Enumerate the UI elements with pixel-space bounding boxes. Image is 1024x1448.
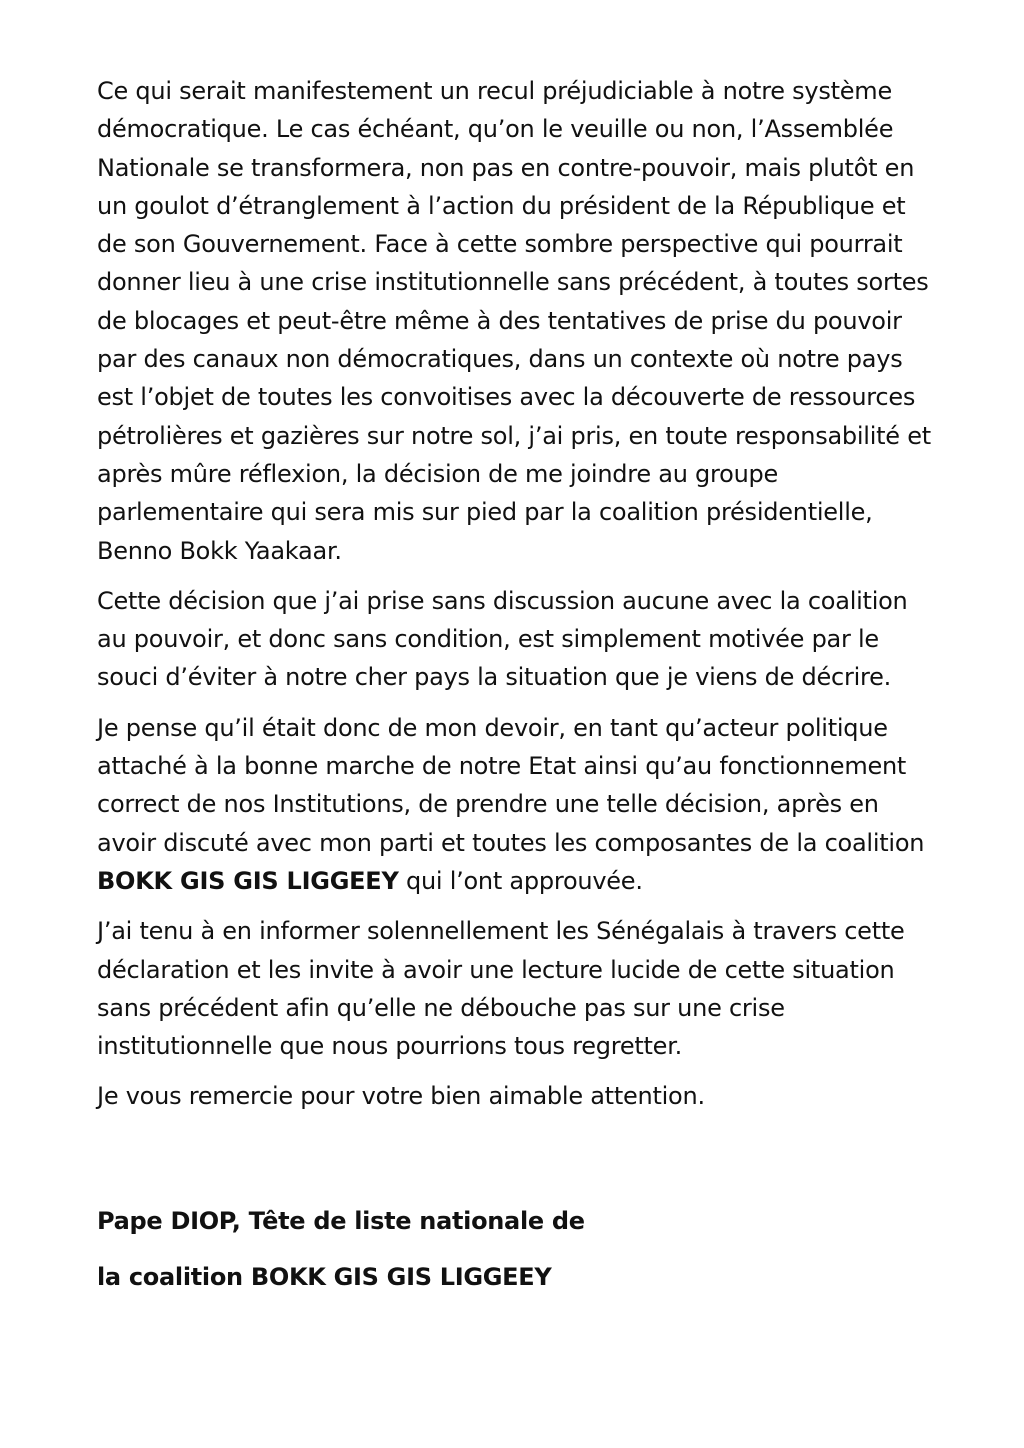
paragraph-3-text-after: qui l’ont approuvée. [398,866,643,895]
paragraph-3 [97,709,937,900]
letter-body [97,72,937,1128]
signature-line-2: la coalition BOKK GIS GIS LIGGEEY [97,1263,552,1291]
paragraph-5: Je vous remercie pour votre bien aimable attention. [97,1082,705,1111]
signature-line-1: Pape DIOP, Tête de liste nationale de [97,1207,585,1235]
paragraph-3-text-before: Je pense qu’il était donc de mon devoir, en tant qu’acteur politique attaché à la bonne marche de notre Etat ainsi qu’au fonctionnement correct de nos Institutions, de prendre une telle décision, après en avoir discuté avec mon parti et toutes les composantes de la coalition [97,713,925,857]
paragraph-1: Ce qui serait manifestement un recul préjudiciable à notre système démocratique. Le cas échéant, qu’on le veuille ou non, l’Assemblée Nationale se transformera, non pas en contre-pouvoir, mais plutôt en un goulot d’étranglement à l’action du président de la République et de son Gouvernement. Face à cette sombre perspective qui pourrait donner lieu à une crise institutionnelle sans précédent, à toutes sortes de blocages et peut-être même à des tentatives de prise du pouvoir par des canaux non démocratiques, dans un contexte où notre pays est l’objet de toutes les convoitises avec la découverte de ressources pétrolières et gazières sur notre sol, j’ai pris, en toute responsabilité et après mûre réflexion, la décision de me joindre au groupe parlementaire qui sera mis sur pied par la coalition présidentielle, Benno Bokk Yaakaar. [97,77,931,565]
coalition-name-bold: BOKK GIS GIS LIGGEEY [97,866,399,895]
paragraph-2: Cette décision que j’ai prise sans discussion aucune avec la coalition au pouvoir, et donc sans condition, est simplement motivée par le souci d’éviter à notre cher pays la situation que je viens de décrire. [97,586,908,692]
paragraph-4: J’ai tenu à en informer solennellement les Sénégalais à travers cette déclaration et les invite à avoir une lecture lucide de cette situation sans précédent afin qu’elle ne débouche pas sur une crise institutionnelle que nous pourrions tous regretter. [97,917,905,1061]
